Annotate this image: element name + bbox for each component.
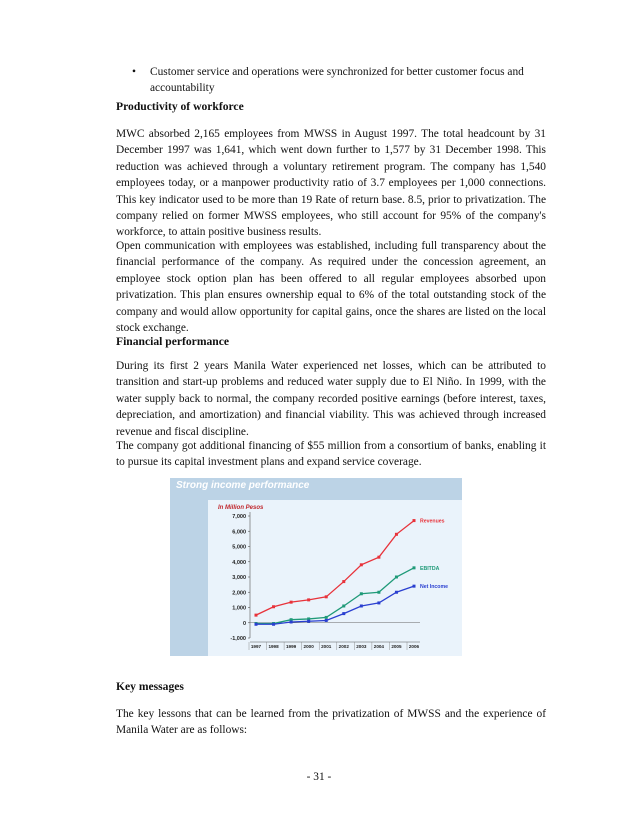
data-point-revenues [255,614,258,617]
data-point-net-income [377,601,380,604]
data-point-revenues [377,556,380,559]
data-point-net-income [360,604,363,607]
data-point-ebitda [413,566,416,569]
financial-paragraph-1: During its first 2 years Manila Water experienced net losses, which can be attributed to transition and start-up problems and reduced water supply due to El Niño. In 1999, with the water supply back to normal, the company recorded positive earnings (before interest, taxes, depreciation, and amortization) and financial viability. This was achieved through increased revenue and fiscal discipline. [116,360,546,438]
x-tick-label: 2001 [321,644,332,649]
data-point-net-income [413,585,416,588]
y-tick-label: 4,000 [232,559,246,566]
x-tick-label: 2002 [338,644,349,649]
productivity-paragraph-1: MWC absorbed 2,165 employees from MWSS in August 1997. The total headcount by 31 December 1997 was 1,641, which went down further to 1,577 by 31 December 1998. This reduction was achieved through a voluntary retirement program. The company has 1,540 employees today, or a manpower productivity ratio of 3.7 employees per 1,000 connections. This key indicator used to be more than 19 Rate of return base. 8.5, prior to privatization. The company relied on former MWSS employees, who still account for 95% of the company's workforce, to attain positive business results. [116,128,546,239]
data-point-revenues [360,563,363,566]
data-point-revenues [413,519,416,522]
data-point-net-income [342,612,345,615]
x-tick-label: 1997 [250,644,262,649]
key-messages-heading: Key messages [116,680,184,693]
data-point-ebitda [325,616,328,619]
data-point-net-income [255,623,258,626]
y-tick-label: 1,000 [232,605,246,612]
data-point-net-income [272,623,275,626]
chart-plot-panel [208,500,462,656]
productivity-heading: Productivity of workforce [116,100,244,113]
data-point-ebitda [360,592,363,595]
series-label-ebitda: EBITDA [420,565,440,572]
y-tick-label: 2,000 [232,590,246,597]
series-label-net-income: Net Income [420,584,448,591]
financial-paragraph-2: The company got additional financing of $55 million from a consortium of banks, enabling it to pursue its capital investment plans and expand service coverage. [116,440,546,469]
data-point-ebitda [395,576,398,579]
data-point-net-income [325,619,328,622]
income-chart [170,478,462,656]
productivity-paragraph-2: Open communication with employees was established, including full transparency about the financial performance of the company. As required under the concession agreement, an employee stock option plan has been offered to all regular employees absorbed upon privatization. This plan ensures ownership equal to 6% of the total outstanding stock of the company and would allow opportunity for capital gains, once the shares are listed on the local stock exchange. [116,240,546,335]
data-point-ebitda [377,591,380,594]
y-tick-label: -1,000 [230,636,246,642]
data-point-ebitda [342,604,345,607]
data-point-net-income [395,591,398,594]
bullet-icon: • [132,66,136,78]
x-tick-label: 2006 [408,644,420,649]
y-tick-label: 0 [242,620,246,627]
financial-heading: Financial performance [116,335,230,348]
data-point-revenues [395,533,398,536]
y-tick-label: 7,000 [232,514,246,520]
page-number: - 31 - [306,771,332,783]
data-point-revenues [290,601,293,604]
x-tick-label: 1998 [268,644,279,649]
data-point-net-income [290,620,293,623]
x-tick-label: 1999 [285,644,297,649]
x-tick-label: 2000 [303,644,314,649]
y-tick-label: 6,000 [232,529,246,536]
bullet-text: Customer service and operations were synchronized for better customer focus and accountability [150,66,524,95]
chart-unit-label: In Million Pesos [218,505,264,511]
data-point-net-income [307,620,310,623]
y-tick-label: 5,000 [232,544,246,551]
series-label-revenues: Revenues [420,518,445,525]
key-messages-paragraph: The key lessons that can be learned from the privatization of MWSS and the experience of Manila Water are as follows: [116,708,546,737]
chart-title: Strong income performance [176,480,310,491]
data-point-revenues [272,605,275,608]
data-point-revenues [307,598,310,601]
x-tick-label: 2005 [391,644,402,649]
data-point-revenues [342,580,345,583]
x-tick-label: 2003 [356,644,367,649]
chart-svg [208,500,462,656]
x-tick-label: 2004 [373,644,385,649]
data-point-revenues [325,595,328,598]
y-tick-label: 3,000 [232,575,246,581]
